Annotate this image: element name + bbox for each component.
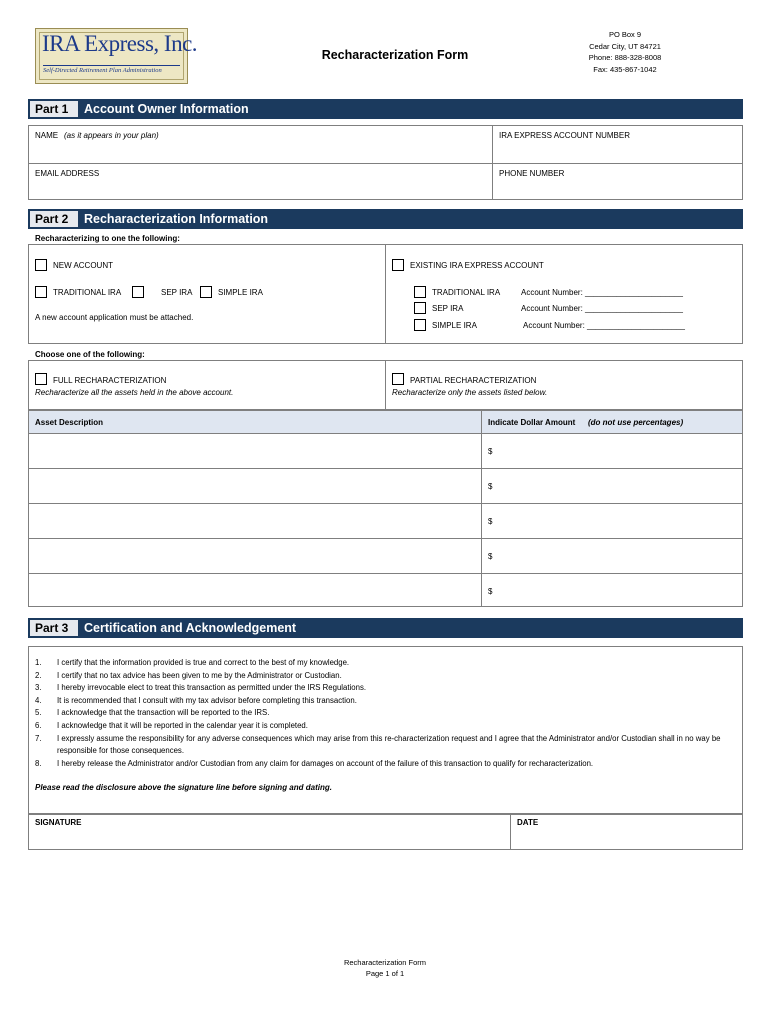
partial-recharacterization-desc: Recharacterize only the assets listed below.	[392, 388, 548, 397]
list-item: 7. I expressly assume the responsibility for any adverse consequences which may arise from this re-characterization request and I agree that the Administrator and/or Custodian shall in no way be responsible for those consequences.	[35, 733, 721, 756]
asset-description-input[interactable]	[29, 539, 481, 573]
dollar-sign: $	[488, 552, 493, 561]
divider	[385, 244, 386, 344]
full-recharacterization-label: FULL RECHARACTERIZATION	[53, 376, 167, 385]
address-line: Fax: 435-867-1042	[593, 64, 657, 74]
existing-traditional-checkbox[interactable]	[414, 286, 426, 298]
dollar-sign: $	[488, 447, 493, 456]
divider	[385, 360, 386, 410]
sep-account-number[interactable]: Account Number: ______________________	[521, 304, 683, 313]
account-number-field[interactable]	[493, 126, 743, 163]
existing-account-label: EXISTING IRA EXPRESS ACCOUNT	[410, 261, 544, 270]
part1-title: Account Owner Information	[84, 102, 249, 116]
sep-ira-checkbox[interactable]	[132, 286, 144, 298]
address-line: PO Box 9	[608, 30, 642, 39]
dollar-amount-input[interactable]	[482, 504, 742, 538]
page-number: Page 1 of 1	[365, 969, 405, 978]
list-item: 2. I certify that no tax advice has been given to me by the Administrator or Custodian.	[35, 670, 342, 680]
dollar-amount-input[interactable]	[482, 434, 742, 468]
existing-sep-label: SEP IRA	[432, 304, 464, 313]
dollar-sign: $	[488, 517, 493, 526]
partial-recharacterization-label: PARTIAL RECHARACTERIZATION	[410, 376, 537, 385]
existing-sep-checkbox[interactable]	[414, 302, 426, 314]
dollar-amount-input[interactable]	[482, 469, 742, 503]
part2-number: Part 2	[30, 211, 78, 227]
address-line: Cedar City, UT 84721	[589, 41, 661, 51]
logo-text: IRA Express, Inc.	[42, 31, 198, 56]
part3-header	[28, 618, 743, 638]
date-label: DATE	[517, 818, 539, 827]
existing-account-checkbox[interactable]	[392, 259, 404, 271]
list-item: 5. I acknowledge that the transaction will be reported to the IRS.	[35, 708, 270, 718]
dollar-sign: $	[488, 482, 493, 491]
asset-description-input[interactable]	[29, 504, 481, 538]
name-label: NAME	[35, 131, 59, 140]
address-line: Phone: 888-328-8008	[588, 53, 662, 62]
list-item: 1. I certify that the information provided is true and correct to the best of my knowledge.	[35, 658, 350, 667]
signature-field[interactable]	[29, 815, 510, 849]
dollar-amount-input[interactable]	[482, 539, 742, 573]
part1-header	[28, 99, 743, 119]
account-number-label: IRA EXPRESS ACCOUNT NUMBER	[499, 131, 630, 140]
traditional-ira-label: TRADITIONAL IRA	[53, 288, 122, 297]
certification-list	[35, 657, 735, 770]
signature-label: SIGNATURE	[35, 818, 82, 827]
existing-simple-label: SIMPLE IRA	[432, 321, 477, 330]
asset-description-input[interactable]	[29, 574, 481, 607]
part3-number: Part 3	[30, 620, 78, 636]
new-account-note: A new account application must be attached.	[35, 313, 194, 322]
form-title: Recharacterization Form	[321, 48, 469, 62]
simple-ira-checkbox[interactable]	[200, 286, 212, 298]
list-item: 3. I hereby irrevocable elect to treat this transaction as permitted under the IRS Regulations.	[35, 683, 367, 693]
asset-description-input[interactable]	[29, 469, 481, 503]
logo-tagline: Self-Directed Retirement Plan Administration	[43, 65, 180, 74]
simple-account-number[interactable]: Account Number: ______________________	[523, 321, 685, 330]
assets-table-header	[28, 410, 743, 434]
date-field[interactable]	[511, 815, 742, 849]
email-label: EMAIL ADDRESS	[35, 169, 100, 178]
dollar-amount-header: Indicate Dollar Amount	[488, 418, 576, 427]
part3-title: Certification and Acknowledgement	[84, 621, 297, 635]
name-field[interactable]	[28, 126, 492, 163]
email-field[interactable]	[28, 164, 492, 200]
choose-one-label: Choose one of the following:	[35, 350, 145, 359]
dollar-amount-input[interactable]	[482, 574, 742, 607]
footer-title: Recharacterization Form	[343, 958, 427, 967]
asset-description-header: Asset Description	[35, 418, 104, 427]
list-item: 8. I hereby release the Administrator and/or Custodian from any claim for damages on account of the failure of this transaction to qualify for recharacterization.	[35, 758, 594, 768]
page-footer	[300, 957, 470, 979]
full-recharacterization-checkbox[interactable]	[35, 373, 47, 385]
dollar-amount-header-note: (do not use percentages)	[588, 418, 684, 427]
existing-traditional-label: TRADITIONAL IRA	[432, 288, 501, 297]
list-item: 4. It is recommended that I consult with my tax advisor before completing this transaction.	[35, 695, 357, 705]
full-recharacterization-desc: Recharacterize all the assets held in the above account.	[35, 388, 234, 397]
traditional-ira-checkbox[interactable]	[35, 286, 47, 298]
sep-ira-label: SEP IRA	[161, 288, 193, 297]
new-account-label: NEW ACCOUNT	[53, 261, 113, 270]
simple-ira-label: SIMPLE IRA	[218, 288, 263, 297]
part2-title: Recharacterization Information	[84, 212, 269, 226]
partial-recharacterization-checkbox[interactable]	[392, 373, 404, 385]
phone-field[interactable]	[493, 164, 743, 200]
dollar-sign: $	[488, 587, 493, 596]
new-account-checkbox[interactable]	[35, 259, 47, 271]
traditional-account-number[interactable]: Account Number: ______________________	[521, 288, 683, 297]
recharacterizing-intro: Recharacterizing to one the following:	[35, 234, 180, 243]
name-hint: (as it appears in your plan)	[64, 131, 159, 140]
phone-label: PHONE NUMBER	[499, 169, 565, 178]
company-logo	[35, 28, 198, 84]
part1-number: Part 1	[30, 101, 78, 117]
asset-description-input[interactable]	[29, 434, 481, 468]
existing-simple-checkbox[interactable]	[414, 319, 426, 331]
list-item: 6. I acknowledge that it will be reported in the calendar year it is completed.	[35, 720, 308, 730]
part2-header	[28, 209, 743, 229]
disclosure-note: Please read the disclosure above the signature line before signing and dating.	[35, 783, 332, 792]
company-address	[570, 29, 680, 75]
